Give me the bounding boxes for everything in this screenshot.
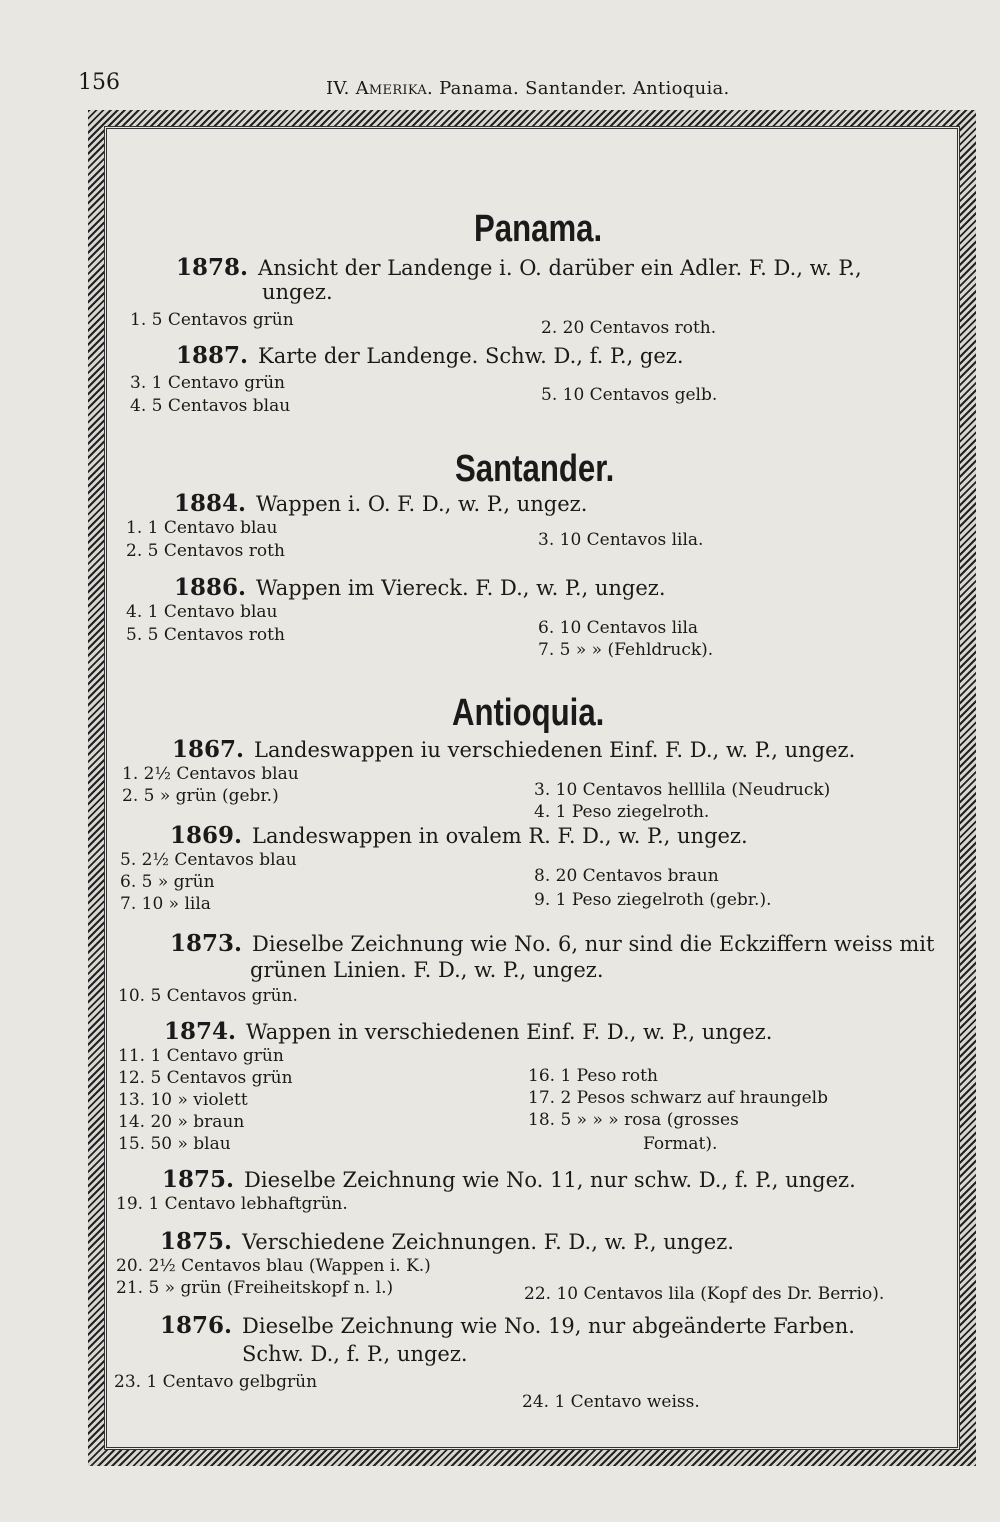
heading-text: Wappen i. O. F. D., w. P., ungez. [256, 492, 588, 516]
running-head-prefix: IV. [326, 78, 350, 99]
heading-year: 1878. [176, 254, 249, 281]
entry-antioquia-9: 9. 1 Peso ziegelroth (gebr.). [534, 890, 772, 910]
entry-antioquia-3: 3. 10 Centavos helllila (Neudruck) [534, 780, 831, 800]
entry-santander-2: 2. 5 Centavos roth [126, 541, 285, 561]
entry-antioquia-22: 22. 10 Centavos lila (Kopf des Dr. Berrio). [524, 1284, 885, 1304]
running-head-rest: . Panama. Santander. Antioquia. [427, 78, 730, 99]
running-head [326, 78, 730, 99]
heading-1876 [160, 1312, 855, 1339]
entry-antioquia-4: 4. 1 Peso ziegelroth. [534, 802, 710, 822]
entry-antioquia-12: 12. 5 Centavos grün [118, 1068, 293, 1088]
entry-panama-2: 2. 20 Centavos roth. [541, 318, 717, 338]
heading-text: Verschiedene Zeichnungen. F. D., w. P., ungez. [242, 1230, 734, 1254]
heading-year: 1869. [170, 822, 243, 849]
entry-antioquia-16: 16. 1 Peso roth [528, 1066, 658, 1086]
entry-santander-3: 3. 10 Centavos lila. [538, 530, 704, 550]
entry-antioquia-21: 21. 5 » grün (Freiheitskopf n. l.) [116, 1278, 394, 1298]
entry-antioquia-15: 15. 50 » blau [118, 1134, 231, 1154]
entry-antioquia-14: 14. 20 » braun [118, 1112, 245, 1132]
heading-1875b [160, 1228, 734, 1255]
entry-antioquia-1: 1. 2½ Centavos blau [122, 764, 299, 784]
heading-text: Wappen in verschiedenen Einf. F. D., w. P., ungez. [246, 1020, 773, 1044]
heading-1867 [172, 736, 855, 763]
entry-antioquia-10: 10. 5 Centavos grün. [118, 986, 298, 1006]
heading-text: Landeswappen iu verschiedenen Einf. F. D., w. P., ungez. [254, 738, 856, 762]
heading-year: 1873. [170, 930, 243, 957]
heading-1873-cont: grünen Linien. F. D., w. P., ungez. [250, 958, 604, 982]
heading-year: 1886. [174, 574, 247, 601]
entry-panama-3: 3. 1 Centavo grün [130, 373, 285, 393]
heading-text: Ansicht der Landenge i. O. darüber ein Adler. F. D., w. P., [258, 256, 862, 280]
entry-santander-7: 7. 5 » » (Fehldruck). [538, 640, 714, 660]
heading-1875a [162, 1166, 856, 1193]
section-title-antioquia: Antioquia. [452, 692, 605, 734]
heading-year: 1874. [164, 1018, 237, 1045]
entry-antioquia-6: 6. 5 » grün [120, 872, 215, 892]
heading-1874 [164, 1018, 772, 1045]
entry-antioquia-20: 20. 2½ Centavos blau (Wappen i. K.) [116, 1256, 431, 1276]
entry-santander-1: 1. 1 Centavo blau [126, 518, 278, 538]
entry-santander-4: 4. 1 Centavo blau [126, 602, 278, 622]
entry-antioquia-23: 23. 1 Centavo gelbgrün [114, 1372, 318, 1392]
entry-panama-5: 5. 10 Centavos gelb. [541, 385, 718, 405]
entry-antioquia-2: 2. 5 » grün (gebr.) [122, 786, 279, 806]
entry-antioquia-24: 24. 1 Centavo weiss. [522, 1392, 700, 1412]
running-head-smallcaps: Amerika [355, 78, 428, 99]
heading-text: Dieselbe Zeichnung wie No. 6, nur sind die Eckziffern weiss mit [252, 932, 935, 956]
entry-antioquia-18-cont: Format). [643, 1134, 718, 1154]
heading-text: Wappen im Viereck. F. D., w. P., ungez. [256, 576, 666, 600]
entry-santander-6: 6. 10 Centavos lila [538, 618, 699, 638]
section-title-santander: Santander. [455, 448, 615, 490]
page-number: 156 [78, 70, 120, 95]
heading-1886 [174, 574, 666, 601]
entry-antioquia-7: 7. 10 » lila [120, 894, 211, 914]
entry-antioquia-18: 18. 5 » » » rosa (grosses [528, 1110, 739, 1130]
heading-1878 [176, 254, 862, 281]
heading-year: 1875. [162, 1166, 235, 1193]
heading-text: Landeswappen in ovalem R. F. D., w. P., ungez. [252, 824, 748, 848]
heading-text: Karte der Landenge. Schw. D., f. P., gez. [258, 344, 684, 368]
entry-antioquia-17: 17. 2 Pesos schwarz auf hraungelb [528, 1088, 828, 1108]
heading-1884 [174, 490, 587, 517]
heading-1878-cont: ungez. [262, 280, 333, 304]
entry-santander-5: 5. 5 Centavos roth [126, 625, 285, 645]
entry-panama-4: 4. 5 Centavos blau [130, 396, 291, 416]
heading-1876-cont: Schw. D., f. P., ungez. [242, 1342, 468, 1366]
section-title-panama: Panama. [474, 208, 603, 250]
heading-1887 [176, 342, 684, 369]
heading-text: Dieselbe Zeichnung wie No. 11, nur schw. D., f. P., ungez. [244, 1168, 856, 1192]
heading-1873 [170, 930, 934, 957]
heading-year: 1867. [172, 736, 245, 763]
entry-antioquia-11: 11. 1 Centavo grün [118, 1046, 284, 1066]
entry-antioquia-5: 5. 2½ Centavos blau [120, 850, 297, 870]
heading-1869 [170, 822, 748, 849]
heading-year: 1875. [160, 1228, 233, 1255]
entry-panama-1: 1. 5 Centavos grün [130, 310, 294, 330]
entry-antioquia-8: 8. 20 Centavos braun [534, 866, 719, 886]
entry-antioquia-13: 13. 10 » violett [118, 1090, 248, 1110]
entry-antioquia-19: 19. 1 Centavo lebhaftgrün. [116, 1194, 348, 1214]
heading-year: 1887. [176, 342, 249, 369]
heading-year: 1876. [160, 1312, 233, 1339]
heading-year: 1884. [174, 490, 247, 517]
heading-text: Dieselbe Zeichnung wie No. 19, nur abgeänderte Farben. [242, 1314, 855, 1338]
